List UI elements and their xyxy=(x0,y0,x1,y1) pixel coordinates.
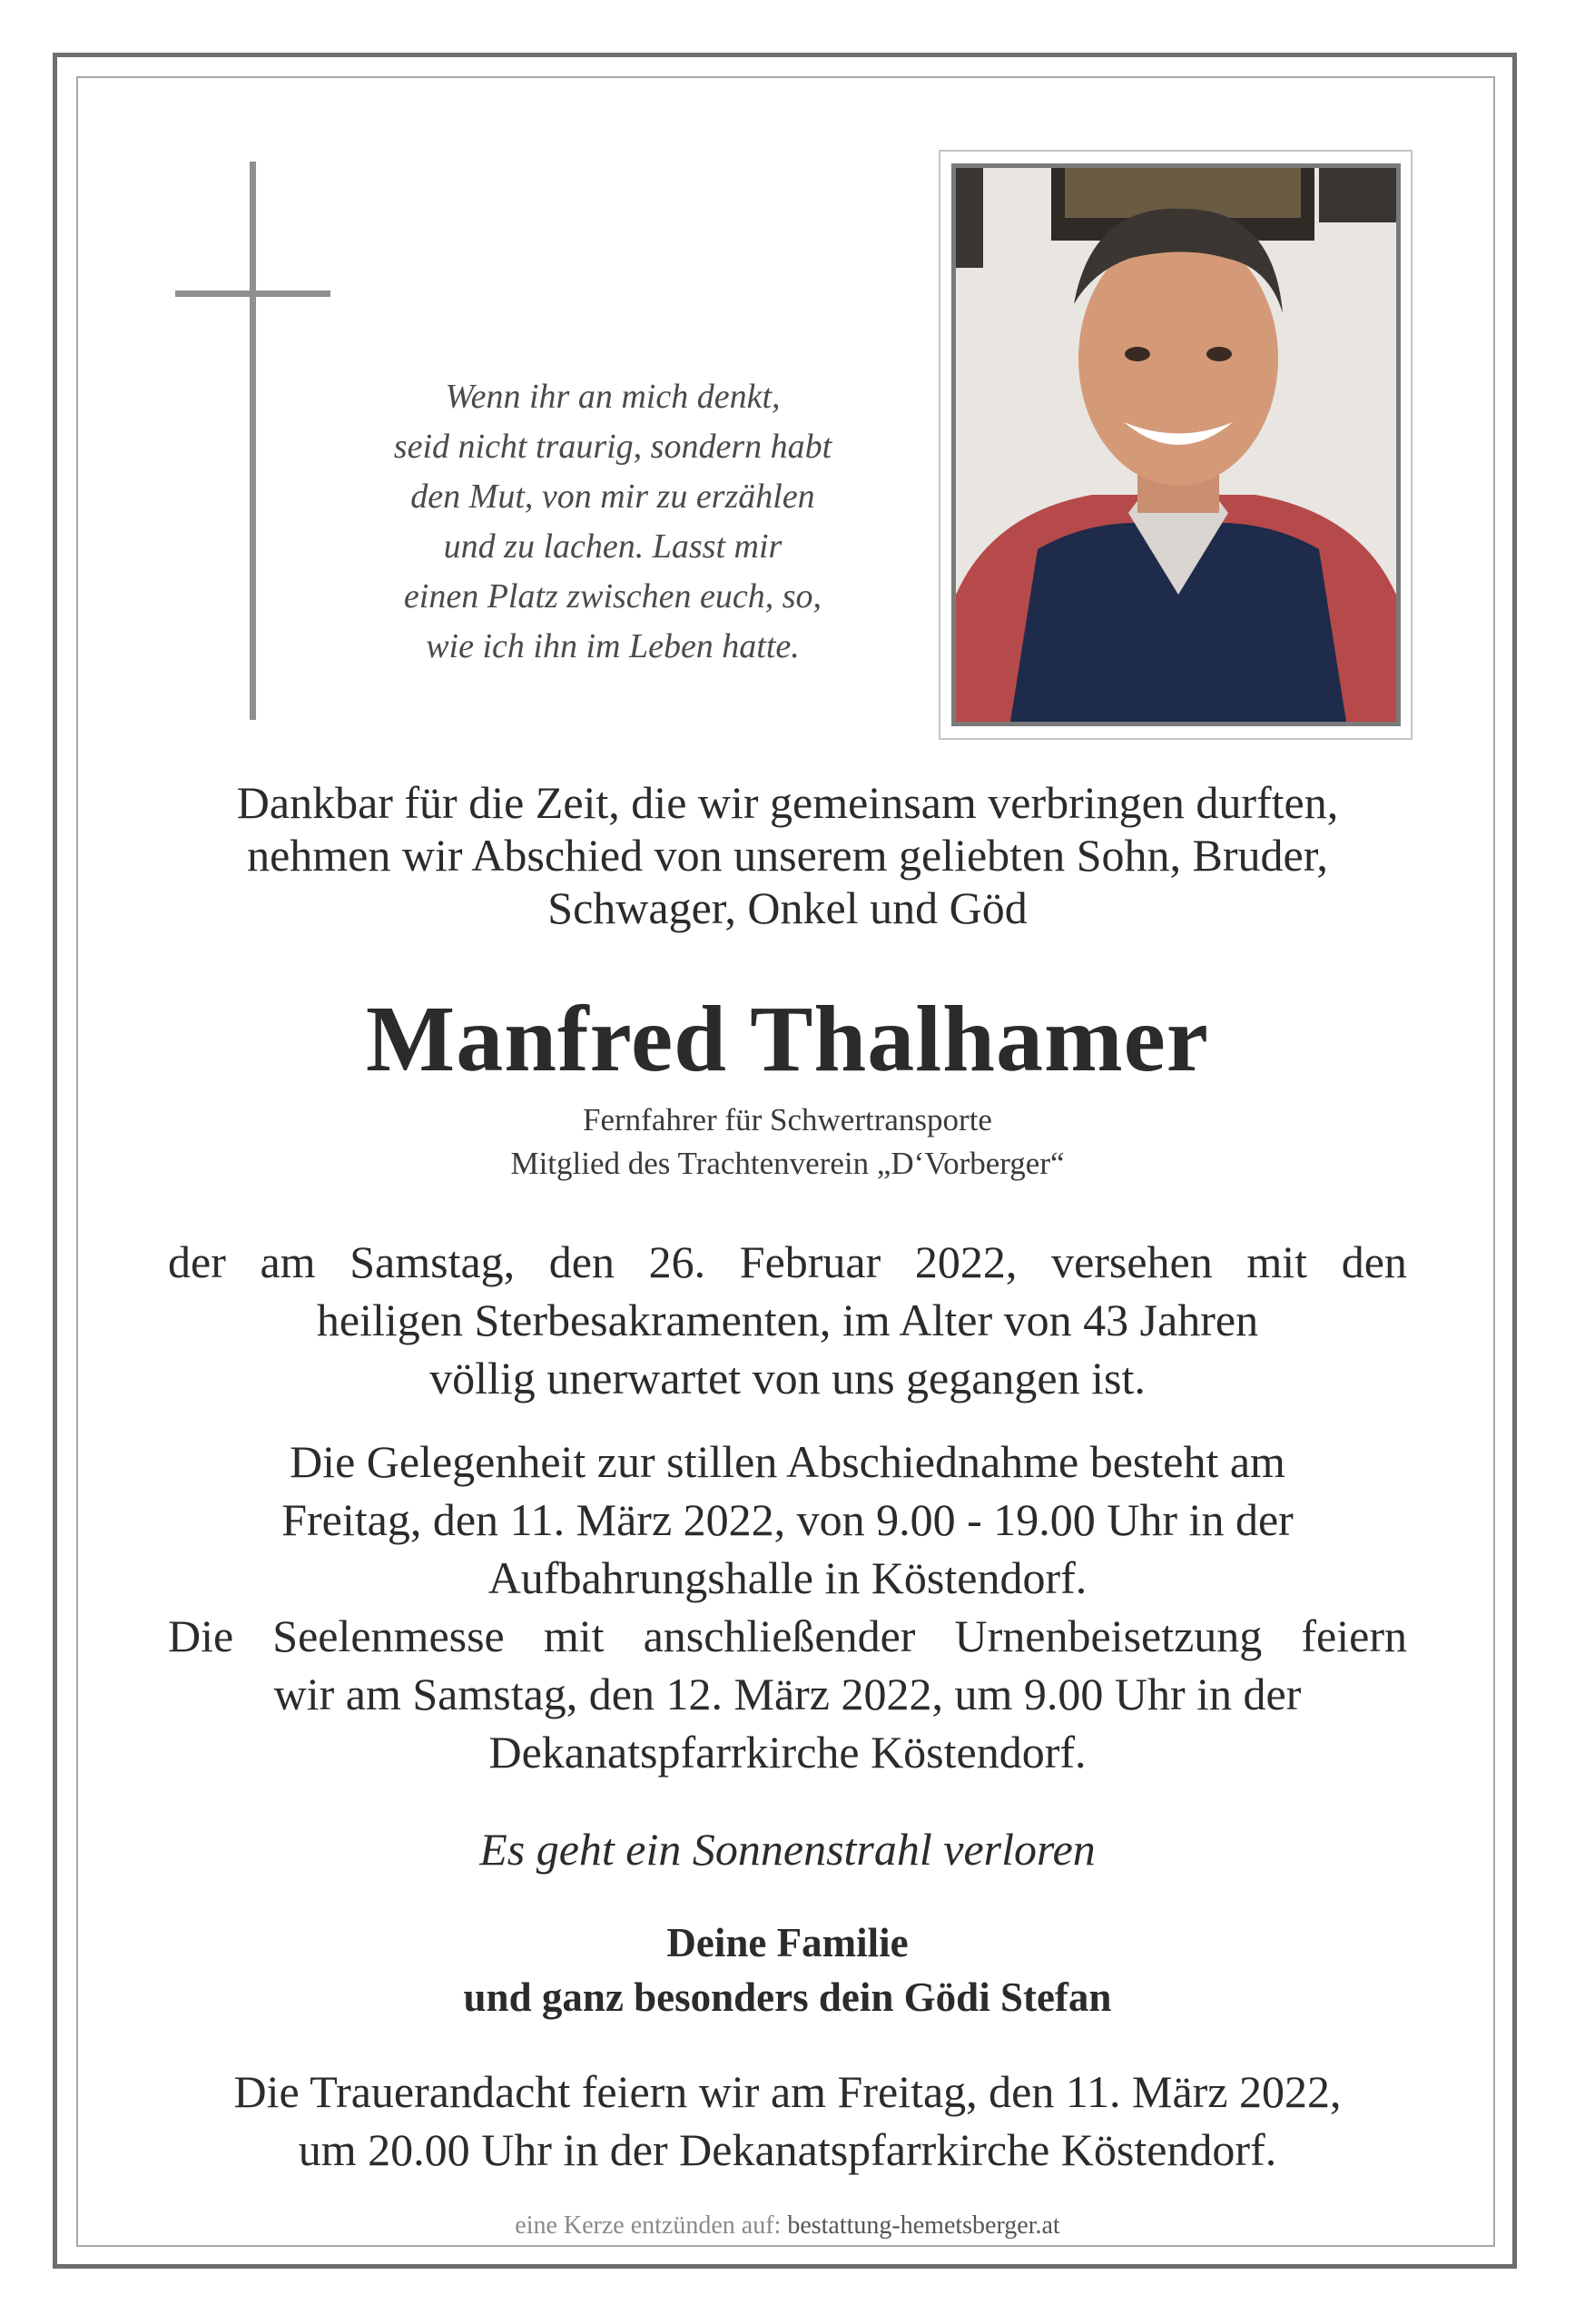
intro-line: Schwager, Onkel und Göd xyxy=(547,882,1028,933)
portrait-photo xyxy=(951,163,1401,726)
death-notice-line: völlig unerwartet von uns gegangen ist. xyxy=(429,1353,1146,1403)
family-signature xyxy=(136,1915,1439,2024)
deceased-titles xyxy=(136,1098,1439,1186)
title-line: Mitglied des Trachtenverein „D‘Vorberger“ xyxy=(510,1146,1065,1181)
footer-prefix: eine Kerze entzünden auf: xyxy=(515,2211,782,2240)
family-line: Deine Familie xyxy=(666,1920,909,1965)
word: den xyxy=(1341,1236,1407,1287)
quote-line: den Mut, von mir zu erzählen xyxy=(410,478,815,516)
word: Samstag, xyxy=(349,1236,516,1287)
intro-line: Dankbar für die Zeit, die wir gemeinsam verbringen durften, xyxy=(236,777,1339,828)
family-line: und ganz besonders dein Gödi Stefan xyxy=(463,1974,1112,2020)
mass-line: wir am Samstag, den 12. März 2022, um 9.00 Uhr in der xyxy=(273,1669,1302,1719)
event-line: Aufbahrungshalle in Köstendorf. xyxy=(487,1552,1088,1603)
word: Urnenbeisetzung xyxy=(954,1610,1263,1661)
death-notice xyxy=(136,1233,1439,1407)
footer-link[interactable]: bestattung-hemetsberger.at xyxy=(787,2211,1060,2240)
word: Die xyxy=(168,1610,234,1661)
memorial-quote xyxy=(354,372,871,672)
quote-line: seid nicht traurig, sondern habt xyxy=(393,428,832,466)
death-notice-line-justified xyxy=(168,1233,1407,1291)
death-notice-line: heiligen Sterbesakramenten, im Alter von 43 Jahren xyxy=(316,1295,1259,1345)
cross-icon-bar xyxy=(175,290,330,297)
cross-icon xyxy=(250,162,256,720)
event-line: Die Gelegenheit zur stillen Abschiednahme besteht am xyxy=(290,1436,1285,1487)
word: Seelenmesse xyxy=(272,1610,505,1661)
quote-line: wie ich ihn im Leben hatte. xyxy=(426,627,800,665)
word: feiern xyxy=(1301,1610,1407,1661)
prayer-line: Die Trauerandacht feiern wir am Freitag, den 11. März 2022, xyxy=(233,2066,1342,2117)
word: mit xyxy=(543,1610,605,1661)
deceased-name: Manfred Thalhamer xyxy=(366,987,1209,1091)
prayer-line: um 20.00 Uhr in der Dekanatspfarrkirche Köstendorf. xyxy=(298,2124,1277,2175)
quote-line: und zu lachen. Lasst mir xyxy=(443,527,783,566)
quote-line: Wenn ihr an mich denkt, xyxy=(445,378,781,416)
prayer-service xyxy=(136,2063,1439,2179)
candle-footer xyxy=(136,2211,1439,2241)
farewell-events xyxy=(136,1433,1439,1781)
motto: Es geht ein Sonnenstrahl verloren xyxy=(479,1824,1096,1875)
event-line: Freitag, den 11. März 2022, von 9.00 - 19.00 Uhr in der xyxy=(281,1494,1294,1545)
word: anschließender xyxy=(643,1610,916,1661)
word: der xyxy=(168,1236,226,1287)
title-line: Fernfahrer für Schwertransporte xyxy=(583,1102,992,1137)
word: 26. xyxy=(648,1236,706,1287)
intro-text xyxy=(136,776,1439,934)
word: den xyxy=(548,1236,615,1287)
word: versehen xyxy=(1051,1236,1213,1287)
quote-line: einen Platz zwischen euch, so, xyxy=(403,577,822,615)
mass-line-justified xyxy=(168,1607,1407,1665)
intro-line: nehmen wir Abschied von unserem geliebten Sohn, Bruder, xyxy=(247,830,1328,881)
mass-line: Dekanatspfarrkirche Köstendorf. xyxy=(488,1727,1087,1777)
word: Februar xyxy=(739,1236,881,1287)
word: am xyxy=(260,1236,316,1287)
word: mit xyxy=(1246,1236,1308,1287)
word: 2022, xyxy=(914,1236,1018,1287)
